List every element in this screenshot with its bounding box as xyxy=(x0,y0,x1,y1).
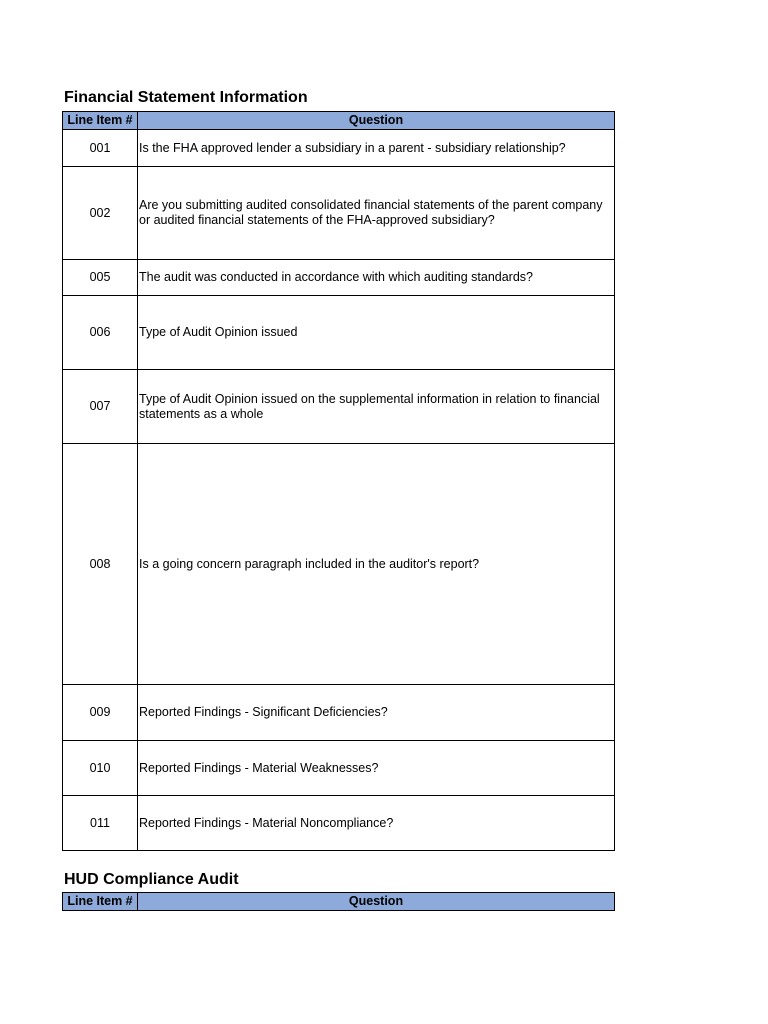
line-item-number: 010 xyxy=(63,741,138,796)
column-header-line-item: Line Item # xyxy=(63,893,138,911)
question-text: Are you submitting audited consolidated financial statements of the parent company or audited financial statements of the FHA-approved subsidiary? xyxy=(138,167,615,260)
question-text: Reported Findings - Material Noncompliance? xyxy=(138,796,615,851)
question-text: The audit was conducted in accordance with which auditing standards? xyxy=(138,260,615,296)
hud-compliance-table xyxy=(62,892,615,911)
line-item-number: 006 xyxy=(63,296,138,370)
line-item-number: 002 xyxy=(63,167,138,260)
table-header-row xyxy=(63,893,615,911)
line-item-number: 007 xyxy=(63,370,138,444)
section-title-financial-statement: Financial Statement Information xyxy=(64,89,308,106)
table-header-row xyxy=(63,112,615,130)
line-item-number: 001 xyxy=(63,130,138,167)
question-text: Is a going concern paragraph included in the auditor's report? xyxy=(138,444,615,685)
table-row xyxy=(63,444,615,685)
column-header-line-item: Line Item # xyxy=(63,112,138,130)
financial-statement-table xyxy=(62,111,615,851)
line-item-number: 011 xyxy=(63,796,138,851)
table-row xyxy=(63,260,615,296)
table-row xyxy=(63,130,615,167)
table-row xyxy=(63,741,615,796)
column-header-question: Question xyxy=(138,893,615,911)
table-row xyxy=(63,296,615,370)
table-row xyxy=(63,167,615,260)
table-row xyxy=(63,796,615,851)
section-title-hud-compliance: HUD Compliance Audit xyxy=(64,871,239,888)
column-header-question: Question xyxy=(138,112,615,130)
line-item-number: 005 xyxy=(63,260,138,296)
table-row xyxy=(63,685,615,741)
line-item-number: 008 xyxy=(63,444,138,685)
question-text: Is the FHA approved lender a subsidiary in a parent - subsidiary relationship? xyxy=(138,130,615,167)
question-text: Type of Audit Opinion issued on the supplemental information in relation to financial statements as a whole xyxy=(138,370,615,444)
line-item-number: 009 xyxy=(63,685,138,741)
table-row xyxy=(63,370,615,444)
question-text: Reported Findings - Significant Deficiencies? xyxy=(138,685,615,741)
question-text: Reported Findings - Material Weaknesses? xyxy=(138,741,615,796)
question-text: Type of Audit Opinion issued xyxy=(138,296,615,370)
